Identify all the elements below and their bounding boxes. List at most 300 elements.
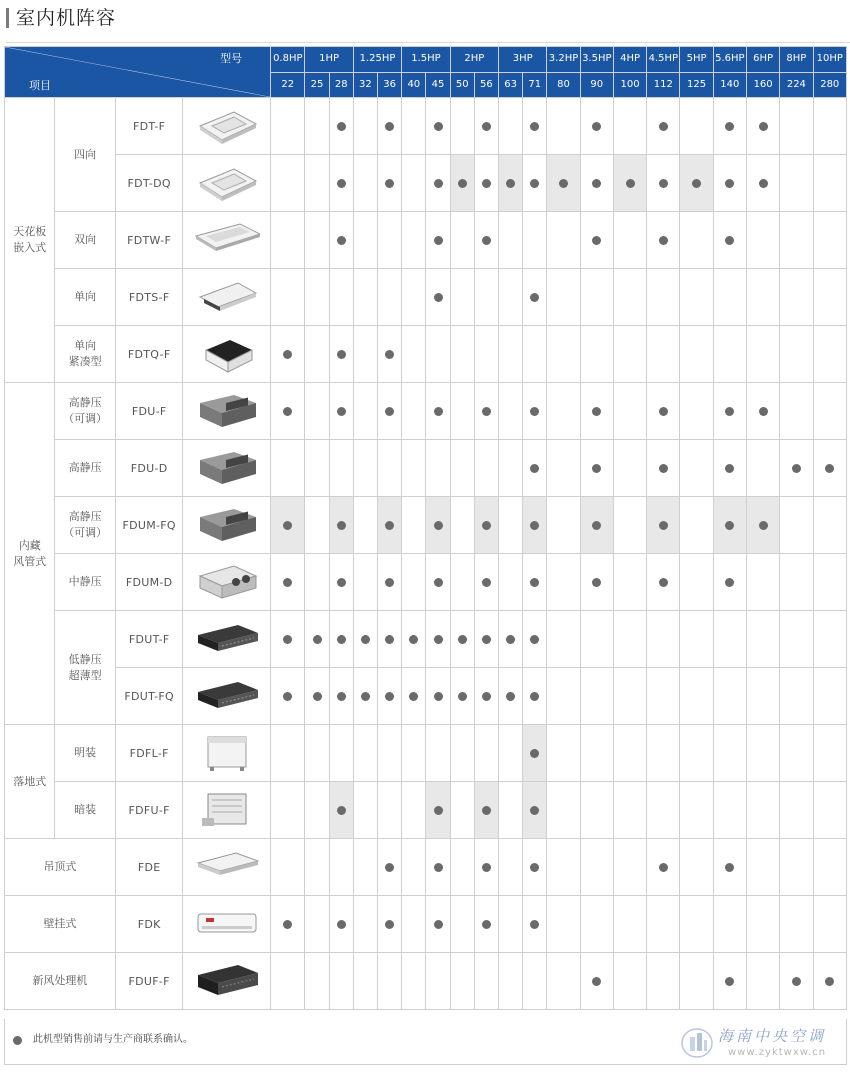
availability-dot-icon	[385, 635, 394, 644]
availability-cell	[271, 611, 305, 668]
availability-dot-icon	[530, 293, 539, 302]
availability-dot-icon	[283, 635, 292, 644]
availability-cell	[329, 725, 353, 782]
availability-dot-icon	[530, 521, 539, 530]
availability-cell	[402, 440, 426, 497]
availability-cell	[329, 554, 353, 611]
availability-cell	[580, 98, 613, 155]
availability-cell	[329, 440, 353, 497]
availability-cell	[305, 668, 329, 725]
availability-cell	[305, 212, 329, 269]
availability-cell	[305, 554, 329, 611]
availability-cell	[329, 953, 353, 1010]
availability-dot-icon	[385, 863, 394, 872]
hp-header: 6HP	[746, 47, 779, 73]
availability-dot-icon	[725, 464, 734, 473]
subtype-cell: 高静压 （可调）	[55, 497, 115, 554]
availability-cell	[305, 953, 329, 1010]
table-row	[5, 155, 847, 212]
availability-cell	[813, 98, 846, 155]
availability-cell	[613, 896, 646, 953]
availability-cell	[271, 326, 305, 383]
product-image-cell	[183, 155, 271, 212]
availability-cell	[378, 668, 402, 725]
availability-dot-icon	[659, 122, 668, 131]
availability-dot-icon	[434, 407, 443, 416]
availability-cell	[547, 269, 580, 326]
availability-cell	[780, 896, 813, 953]
availability-cell	[680, 383, 713, 440]
availability-cell	[329, 212, 353, 269]
availability-cell	[426, 383, 450, 440]
subtype-cell: 高静压	[55, 440, 115, 497]
availability-cell	[680, 440, 713, 497]
availability-cell	[353, 782, 377, 839]
availability-cell	[499, 782, 523, 839]
hp-header: 2HP	[450, 47, 498, 73]
availability-cell	[580, 497, 613, 554]
availability-dot-icon	[434, 635, 443, 644]
hp-header: 4.5HP	[647, 47, 680, 73]
availability-cell	[271, 839, 305, 896]
availability-dot-icon	[659, 179, 668, 188]
availability-cell	[680, 554, 713, 611]
product-image-cell	[183, 953, 271, 1010]
floor-exposed-icon	[194, 731, 260, 775]
availability-cell	[523, 383, 547, 440]
category-cell: 壁挂式	[5, 896, 116, 953]
availability-cell	[426, 554, 450, 611]
product-image-cell	[183, 497, 271, 554]
availability-cell	[474, 839, 498, 896]
availability-cell	[353, 953, 377, 1010]
availability-dot-icon	[692, 179, 701, 188]
product-image-cell	[183, 896, 271, 953]
availability-cell	[271, 554, 305, 611]
availability-cell	[547, 98, 580, 155]
availability-cell	[450, 896, 474, 953]
item-label: 项目	[29, 79, 51, 92]
availability-dot-icon	[337, 179, 346, 188]
subtype-cell: 单向 紧凑型	[55, 326, 115, 383]
availability-cell	[647, 269, 680, 326]
capacity-header: 56	[474, 72, 498, 98]
availability-cell	[474, 440, 498, 497]
model-cell: FDUM-FQ	[115, 497, 183, 554]
availability-cell	[499, 668, 523, 725]
availability-cell	[353, 896, 377, 953]
model-cell: FDFU-F	[115, 782, 183, 839]
availability-cell	[613, 668, 646, 725]
availability-cell	[305, 896, 329, 953]
capacity-header: 32	[353, 72, 377, 98]
availability-cell	[647, 839, 680, 896]
availability-dot-icon	[592, 179, 601, 188]
availability-cell	[647, 611, 680, 668]
product-image-cell	[183, 611, 271, 668]
availability-cell	[580, 839, 613, 896]
availability-cell	[450, 155, 474, 212]
availability-cell	[305, 269, 329, 326]
hp-header: 3HP	[499, 47, 547, 73]
availability-dot-icon	[725, 179, 734, 188]
table-row	[5, 782, 847, 839]
availability-cell	[450, 668, 474, 725]
model-cell: FDUT-F	[115, 611, 183, 668]
availability-cell	[402, 611, 426, 668]
duct-unit-icon	[194, 503, 260, 547]
availability-dot-icon	[592, 977, 601, 986]
availability-cell	[613, 839, 646, 896]
table-row	[5, 383, 847, 440]
availability-cell	[713, 155, 746, 212]
availability-dot-icon	[530, 578, 539, 587]
product-image-cell	[183, 326, 271, 383]
availability-cell	[746, 440, 779, 497]
availability-cell	[450, 98, 474, 155]
availability-dot-icon	[825, 464, 834, 473]
availability-cell	[353, 155, 377, 212]
product-matrix-table	[4, 46, 847, 1010]
model-cell: FDU-D	[115, 440, 183, 497]
availability-cell	[713, 98, 746, 155]
availability-cell	[813, 269, 846, 326]
availability-cell	[647, 440, 680, 497]
availability-cell	[378, 98, 402, 155]
availability-dot-icon	[283, 692, 292, 701]
model-cell: FDTS-F	[115, 269, 183, 326]
availability-cell	[780, 269, 813, 326]
availability-dot-icon	[482, 806, 491, 815]
availability-dot-icon	[458, 635, 467, 644]
availability-dot-icon	[283, 407, 292, 416]
availability-cell	[499, 839, 523, 896]
availability-dot-icon	[592, 122, 601, 131]
availability-cell	[426, 155, 450, 212]
duct-open-icon	[194, 560, 260, 604]
capacity-header: 28	[329, 72, 353, 98]
availability-cell	[499, 98, 523, 155]
capacity-header: 45	[426, 72, 450, 98]
availability-cell	[271, 668, 305, 725]
availability-cell	[613, 725, 646, 782]
watermark-name: 海南中央空调	[718, 1027, 827, 1045]
model-cell: FDK	[115, 896, 183, 953]
subtype-cell: 低静压 超薄型	[55, 611, 115, 725]
availability-dot-icon	[337, 350, 346, 359]
availability-cell	[426, 611, 450, 668]
table-row	[5, 839, 847, 896]
availability-cell	[426, 440, 450, 497]
availability-cell	[647, 725, 680, 782]
availability-dot-icon	[659, 407, 668, 416]
availability-cell	[402, 269, 426, 326]
table-row	[5, 611, 847, 668]
capacity-header: 80	[547, 72, 580, 98]
capacity-header: 40	[402, 72, 426, 98]
product-image-cell	[183, 440, 271, 497]
availability-dot-icon	[759, 122, 768, 131]
availability-cell	[353, 839, 377, 896]
model-cell: FDE	[115, 839, 183, 896]
availability-cell	[523, 611, 547, 668]
availability-dot-icon	[530, 806, 539, 815]
availability-cell	[499, 212, 523, 269]
availability-cell	[580, 611, 613, 668]
model-cell: FDFL-F	[115, 725, 183, 782]
availability-cell	[271, 155, 305, 212]
availability-cell	[647, 497, 680, 554]
availability-cell	[547, 383, 580, 440]
availability-cell	[450, 212, 474, 269]
availability-cell	[547, 326, 580, 383]
availability-cell	[353, 611, 377, 668]
availability-dot-icon	[725, 236, 734, 245]
availability-dot-icon	[659, 863, 668, 872]
model-cell: FDTQ-F	[115, 326, 183, 383]
availability-dot-icon	[659, 521, 668, 530]
availability-cell	[680, 212, 713, 269]
availability-cell	[713, 554, 746, 611]
model-cell: FDU-F	[115, 383, 183, 440]
hp-header: 5.6HP	[713, 47, 746, 73]
availability-dot-icon	[482, 407, 491, 416]
hp-header: 0.8HP	[271, 47, 305, 73]
availability-cell	[547, 725, 580, 782]
model-label: 型号	[220, 52, 243, 65]
availability-dot-icon	[592, 407, 601, 416]
availability-cell	[613, 155, 646, 212]
availability-dot-icon	[434, 863, 443, 872]
availability-cell	[353, 554, 377, 611]
availability-cell	[746, 839, 779, 896]
availability-dot-icon	[725, 578, 734, 587]
availability-cell	[523, 554, 547, 611]
availability-cell	[746, 155, 779, 212]
availability-dot-icon	[659, 464, 668, 473]
availability-cell	[647, 98, 680, 155]
availability-cell	[499, 440, 523, 497]
capacity-header: 22	[271, 72, 305, 98]
availability-cell	[450, 554, 474, 611]
availability-cell	[474, 155, 498, 212]
watermark-url: www.zyktwxw.cn	[728, 1047, 827, 1058]
product-image-cell	[183, 668, 271, 725]
availability-cell	[426, 212, 450, 269]
availability-cell	[378, 383, 402, 440]
availability-cell	[329, 155, 353, 212]
availability-dot-icon	[434, 236, 443, 245]
availability-cell	[713, 896, 746, 953]
availability-cell	[329, 611, 353, 668]
availability-dot-icon	[482, 179, 491, 188]
availability-dot-icon	[434, 578, 443, 587]
availability-cell	[780, 326, 813, 383]
title-divider	[6, 42, 850, 43]
availability-cell	[613, 269, 646, 326]
availability-dot-icon	[458, 179, 467, 188]
availability-cell	[474, 554, 498, 611]
availability-cell	[402, 725, 426, 782]
availability-cell	[580, 782, 613, 839]
availability-dot-icon	[482, 863, 491, 872]
availability-cell	[713, 326, 746, 383]
availability-cell	[499, 497, 523, 554]
availability-dot-icon	[559, 179, 568, 188]
availability-cell	[523, 326, 547, 383]
availability-cell	[680, 611, 713, 668]
availability-cell	[474, 611, 498, 668]
table-row	[5, 896, 847, 953]
hp-header: 10HP	[813, 47, 846, 73]
table-row	[5, 326, 847, 383]
availability-dot-icon	[434, 806, 443, 815]
category-cell: 落地式	[5, 725, 55, 839]
availability-cell	[680, 326, 713, 383]
availability-dot-icon	[530, 635, 539, 644]
availability-cell	[426, 782, 450, 839]
availability-cell	[813, 554, 846, 611]
availability-cell	[780, 839, 813, 896]
availability-dot-icon	[482, 692, 491, 701]
availability-cell	[647, 896, 680, 953]
availability-cell	[450, 725, 474, 782]
model-cell: FDTW-F	[115, 212, 183, 269]
availability-cell	[713, 953, 746, 1010]
table-row	[5, 953, 847, 1010]
availability-cell	[353, 725, 377, 782]
availability-cell	[305, 155, 329, 212]
availability-cell	[580, 269, 613, 326]
availability-cell	[647, 668, 680, 725]
availability-dot-icon	[530, 407, 539, 416]
availability-cell	[378, 611, 402, 668]
availability-cell	[450, 953, 474, 1010]
availability-dot-icon	[337, 122, 346, 131]
availability-cell	[547, 554, 580, 611]
availability-cell	[713, 212, 746, 269]
availability-cell	[499, 383, 523, 440]
availability-cell	[402, 668, 426, 725]
availability-dot-icon	[337, 806, 346, 815]
availability-dot-icon	[337, 407, 346, 416]
cassette-4way-icon	[194, 161, 260, 205]
availability-cell	[450, 782, 474, 839]
availability-cell	[378, 782, 402, 839]
availability-cell	[780, 554, 813, 611]
availability-cell	[402, 212, 426, 269]
availability-dot-icon	[530, 749, 539, 758]
availability-dot-icon	[592, 236, 601, 245]
availability-cell	[450, 839, 474, 896]
availability-dot-icon	[458, 692, 467, 701]
model-cell: FDUF-F	[115, 953, 183, 1010]
availability-cell	[713, 725, 746, 782]
availability-cell	[305, 611, 329, 668]
availability-cell	[378, 212, 402, 269]
capacity-header: 160	[746, 72, 779, 98]
availability-cell	[680, 497, 713, 554]
product-image-cell	[183, 554, 271, 611]
availability-dot-icon	[530, 692, 539, 701]
availability-cell	[746, 896, 779, 953]
availability-cell	[746, 554, 779, 611]
availability-cell	[271, 383, 305, 440]
legend-dot-icon	[13, 1036, 22, 1045]
availability-cell	[329, 896, 353, 953]
availability-cell	[378, 269, 402, 326]
availability-cell	[746, 212, 779, 269]
availability-cell	[780, 383, 813, 440]
availability-dot-icon	[506, 635, 515, 644]
availability-cell	[780, 782, 813, 839]
availability-dot-icon	[283, 521, 292, 530]
cassette-2way-icon	[194, 218, 260, 262]
availability-cell	[613, 782, 646, 839]
availability-cell	[353, 326, 377, 383]
slim-duct-icon	[194, 617, 260, 661]
availability-cell	[353, 668, 377, 725]
availability-cell	[378, 725, 402, 782]
availability-cell	[402, 155, 426, 212]
availability-cell	[813, 497, 846, 554]
availability-cell	[474, 497, 498, 554]
availability-cell	[780, 98, 813, 155]
availability-cell	[647, 953, 680, 1010]
availability-cell	[271, 98, 305, 155]
availability-cell	[680, 953, 713, 1010]
availability-cell	[547, 212, 580, 269]
availability-dot-icon	[530, 464, 539, 473]
capacity-header: 50	[450, 72, 474, 98]
availability-cell	[402, 953, 426, 1010]
availability-cell	[580, 326, 613, 383]
availability-cell	[813, 725, 846, 782]
subtype-cell: 单向	[55, 269, 115, 326]
availability-cell	[523, 668, 547, 725]
availability-dot-icon	[283, 350, 292, 359]
availability-dot-icon	[530, 863, 539, 872]
availability-dot-icon	[530, 920, 539, 929]
availability-cell	[402, 896, 426, 953]
availability-cell	[499, 326, 523, 383]
availability-cell	[580, 212, 613, 269]
availability-dot-icon	[506, 692, 515, 701]
availability-cell	[271, 212, 305, 269]
availability-dot-icon	[482, 920, 491, 929]
availability-cell	[547, 839, 580, 896]
availability-cell	[271, 269, 305, 326]
page-title-bar	[6, 6, 844, 30]
availability-cell	[353, 212, 377, 269]
availability-cell	[813, 611, 846, 668]
availability-cell	[746, 782, 779, 839]
availability-cell	[329, 839, 353, 896]
availability-cell	[329, 326, 353, 383]
availability-cell	[426, 725, 450, 782]
availability-cell	[378, 155, 402, 212]
availability-cell	[647, 212, 680, 269]
availability-cell	[713, 782, 746, 839]
capacity-header: 280	[813, 72, 846, 98]
availability-dot-icon	[385, 578, 394, 587]
availability-cell	[613, 554, 646, 611]
availability-cell	[813, 326, 846, 383]
availability-cell	[353, 497, 377, 554]
availability-cell	[426, 953, 450, 1010]
duct-unit-icon	[194, 389, 260, 433]
availability-cell	[499, 155, 523, 212]
